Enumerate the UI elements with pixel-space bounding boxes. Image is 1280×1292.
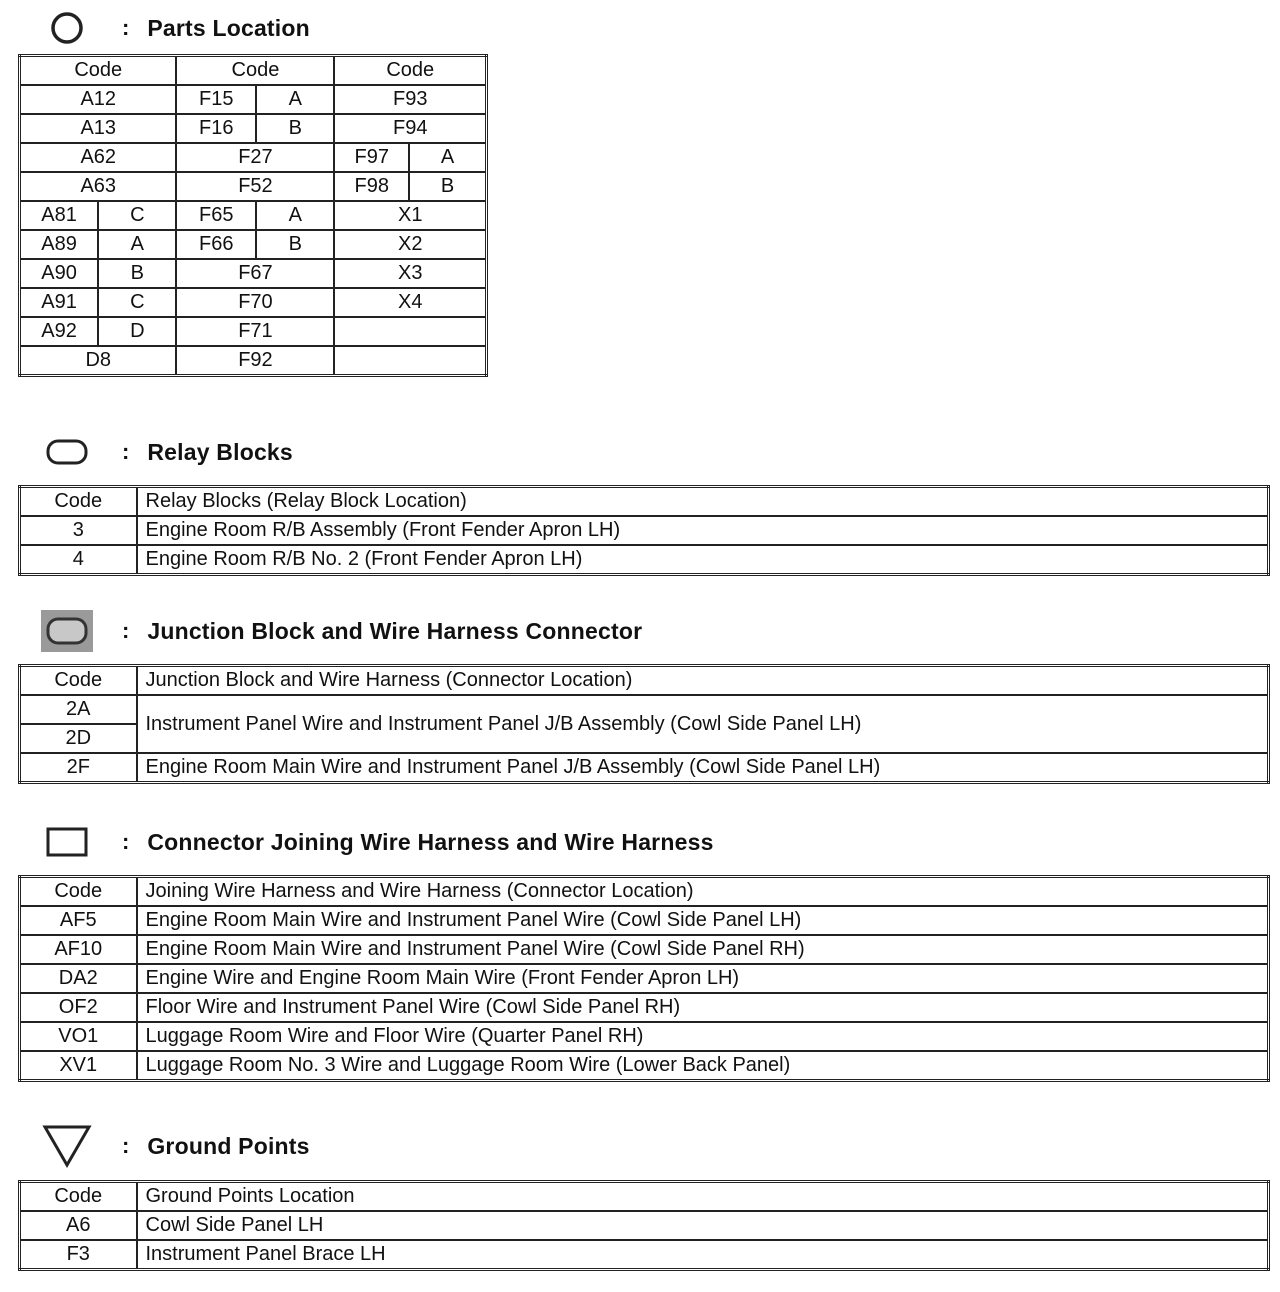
- ground-points-heading: [40, 1126, 310, 1166]
- table-row: [20, 230, 487, 259]
- code-cell: A6: [20, 1211, 137, 1240]
- table-header-row: [20, 666, 1269, 696]
- table-row: [20, 288, 487, 317]
- heading-colon: :: [122, 439, 130, 464]
- code-cell: F70: [176, 288, 334, 317]
- variant-cell: D: [98, 317, 176, 346]
- code-cell: A63: [20, 172, 177, 201]
- variant-cell: C: [98, 201, 176, 230]
- section-title: Relay Blocks: [147, 438, 293, 465]
- variant-cell: B: [256, 114, 334, 143]
- circle-icon: [40, 8, 94, 48]
- relay-blocks-table: [18, 485, 1270, 576]
- header-cell: Code: [20, 487, 137, 517]
- table-row: [20, 317, 487, 346]
- table-header-row: [20, 877, 1269, 907]
- table-row: [20, 85, 487, 114]
- section-title: Ground Points: [147, 1132, 310, 1159]
- table-row: [20, 172, 487, 201]
- code-cell: F65: [176, 201, 256, 230]
- variant-cell: C: [98, 288, 176, 317]
- code-cell: F52: [176, 172, 334, 201]
- code-cell: OF2: [20, 993, 137, 1022]
- table-row: [20, 1051, 1269, 1081]
- code-cell: X1: [334, 201, 486, 230]
- table-row: [20, 695, 1269, 724]
- code-cell: 2F: [20, 753, 137, 783]
- table-row: [20, 346, 487, 376]
- description-cell: Luggage Room No. 3 Wire and Luggage Room Wire (Lower Back Panel): [137, 1051, 1269, 1081]
- junction-block-table: [18, 664, 1270, 784]
- header-cell: Code: [20, 877, 137, 907]
- description-cell: Engine Room Main Wire and Instrument Panel Wire (Cowl Side Panel LH): [137, 906, 1269, 935]
- code-cell: F92: [176, 346, 334, 376]
- variant-cell: B: [409, 172, 486, 201]
- variant-cell: B: [256, 230, 334, 259]
- code-cell: X4: [334, 288, 486, 317]
- code-cell: A91: [20, 288, 99, 317]
- empty-cell: [334, 346, 486, 376]
- description-cell: Engine Room Main Wire and Instrument Panel Wire (Cowl Side Panel RH): [137, 935, 1269, 964]
- header-cell: Junction Block and Wire Harness (Connector Location): [137, 666, 1269, 696]
- table-row: [20, 964, 1269, 993]
- table-row: [20, 545, 1269, 575]
- code-cell: F67: [176, 259, 334, 288]
- code-cell: XV1: [20, 1051, 137, 1081]
- variant-cell: A: [98, 230, 176, 259]
- variant-cell: B: [98, 259, 176, 288]
- header-cell: Code: [20, 1182, 137, 1212]
- description-cell: Engine Room R/B Assembly (Front Fender Apron LH): [137, 516, 1269, 545]
- parts-location-heading: [40, 8, 310, 48]
- connector-joining-heading: [40, 822, 714, 862]
- code-cell: F66: [176, 230, 256, 259]
- code-cell: F3: [20, 1240, 137, 1270]
- code-cell: A89: [20, 230, 99, 259]
- code-cell: F98: [334, 172, 409, 201]
- heading-colon: :: [122, 1133, 130, 1158]
- header-cell: Code: [176, 56, 334, 86]
- code-cell: F27: [176, 143, 334, 172]
- rounded-rect-icon: [40, 432, 94, 472]
- triangle-down-icon: [40, 1126, 94, 1166]
- code-cell: F97: [334, 143, 409, 172]
- rect-icon: [40, 822, 94, 862]
- variant-cell: A: [256, 201, 334, 230]
- code-cell: 4: [20, 545, 137, 575]
- table-row: [20, 143, 487, 172]
- description-cell: Instrument Panel Wire and Instrument Panel J/B Assembly (Cowl Side Panel LH): [137, 695, 1269, 753]
- code-cell: F71: [176, 317, 334, 346]
- table-row: [20, 516, 1269, 545]
- heading-colon: :: [122, 829, 130, 854]
- table-row: [20, 753, 1269, 783]
- code-cell: A81: [20, 201, 99, 230]
- section-title: Connector Joining Wire Harness and Wire Harness: [147, 828, 714, 855]
- code-cell: 2D: [20, 724, 137, 753]
- code-cell: AF5: [20, 906, 137, 935]
- header-cell: Ground Points Location: [137, 1182, 1269, 1212]
- table-header-row: [20, 1182, 1269, 1212]
- code-cell: VO1: [20, 1022, 137, 1051]
- header-cell: Relay Blocks (Relay Block Location): [137, 487, 1269, 517]
- relay-blocks-heading: [40, 432, 293, 472]
- description-cell: Engine Room R/B No. 2 (Front Fender Apron LH): [137, 545, 1269, 575]
- table-row: [20, 993, 1269, 1022]
- code-cell: A13: [20, 114, 177, 143]
- table-row: [20, 114, 487, 143]
- section-title: Junction Block and Wire Harness Connector: [147, 617, 643, 644]
- junction-block-heading: [40, 611, 642, 651]
- code-cell: F15: [176, 85, 256, 114]
- code-cell: F93: [334, 85, 486, 114]
- header-cell: Code: [20, 56, 177, 86]
- heading-colon: :: [122, 15, 130, 40]
- section-title: Parts Location: [147, 14, 310, 41]
- heading-colon: :: [122, 618, 130, 643]
- description-cell: Engine Room Main Wire and Instrument Panel J/B Assembly (Cowl Side Panel LH): [137, 753, 1269, 783]
- code-cell: A12: [20, 85, 177, 114]
- code-cell: A62: [20, 143, 177, 172]
- code-cell: X3: [334, 259, 486, 288]
- table-row: [20, 1022, 1269, 1051]
- table-row: [20, 1240, 1269, 1270]
- code-cell: DA2: [20, 964, 137, 993]
- table-header-row: [20, 487, 1269, 517]
- code-cell: A90: [20, 259, 99, 288]
- header-cell: Code: [334, 56, 486, 86]
- variant-cell: A: [409, 143, 486, 172]
- ground-points-table: [18, 1180, 1270, 1271]
- table-row: [20, 906, 1269, 935]
- description-cell: Engine Wire and Engine Room Main Wire (Front Fender Apron LH): [137, 964, 1269, 993]
- shaded-rounded-rect-icon: [40, 611, 94, 651]
- code-cell: X2: [334, 230, 486, 259]
- code-cell: D8: [20, 346, 177, 376]
- description-cell: Luggage Room Wire and Floor Wire (Quarter Panel RH): [137, 1022, 1269, 1051]
- empty-cell: [334, 317, 486, 346]
- variant-cell: A: [256, 85, 334, 114]
- table-row: [20, 201, 487, 230]
- table-row: [20, 1211, 1269, 1240]
- description-cell: Cowl Side Panel LH: [137, 1211, 1269, 1240]
- code-cell: AF10: [20, 935, 137, 964]
- header-cell: Code: [20, 666, 137, 696]
- header-cell: Joining Wire Harness and Wire Harness (Connector Location): [137, 877, 1269, 907]
- code-cell: 2A: [20, 695, 137, 724]
- table-row: [20, 259, 487, 288]
- parts-location-table: [18, 54, 488, 377]
- code-cell: F16: [176, 114, 256, 143]
- table-header-row: [20, 56, 487, 86]
- code-cell: A92: [20, 317, 99, 346]
- code-cell: 3: [20, 516, 137, 545]
- code-cell: F94: [334, 114, 486, 143]
- description-cell: Instrument Panel Brace LH: [137, 1240, 1269, 1270]
- description-cell: Floor Wire and Instrument Panel Wire (Cowl Side Panel RH): [137, 993, 1269, 1022]
- table-row: [20, 935, 1269, 964]
- connector-joining-table: [18, 875, 1270, 1082]
